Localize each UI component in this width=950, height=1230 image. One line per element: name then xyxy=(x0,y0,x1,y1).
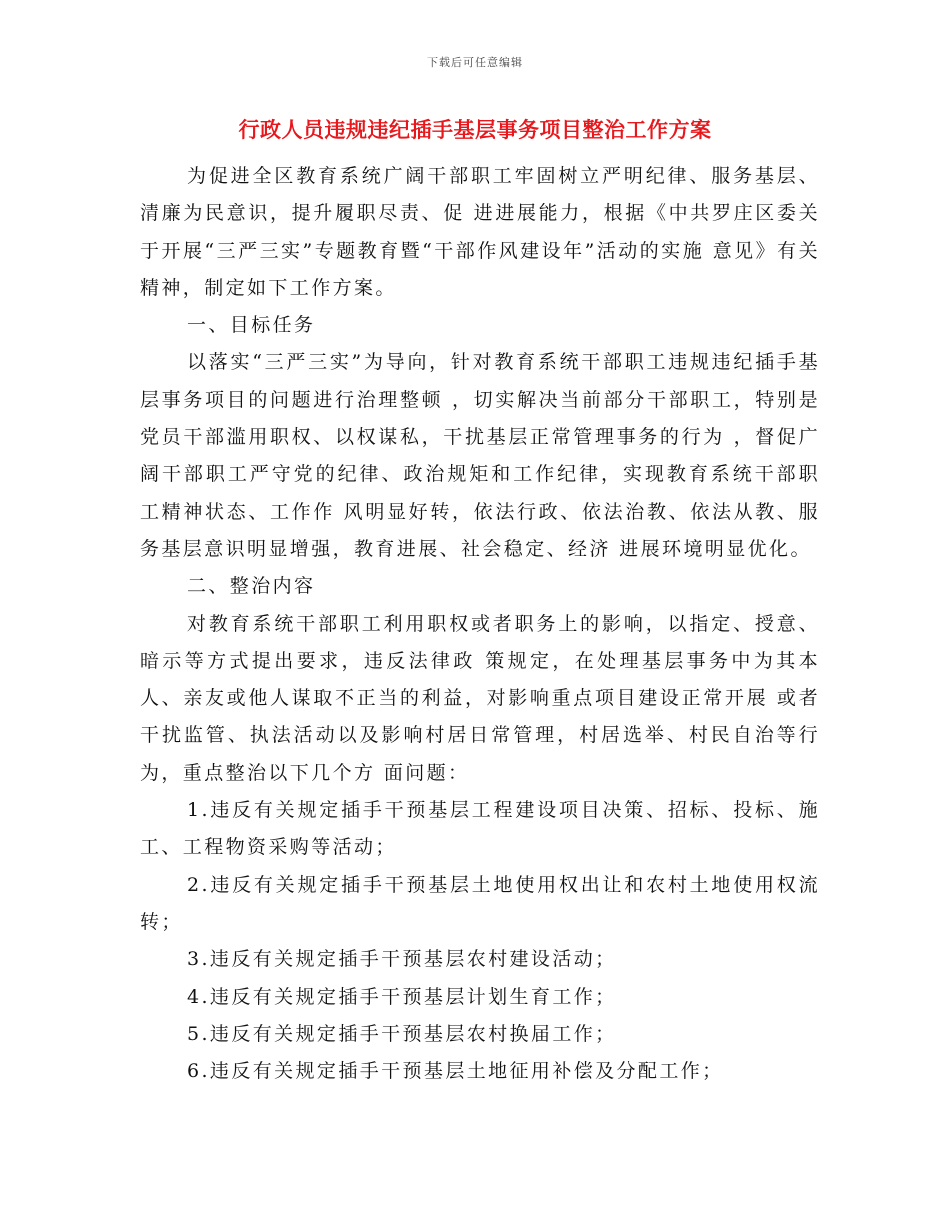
header-note: 下载后可任意编辑 xyxy=(427,56,523,69)
section-heading-goals: 一、目标任务 xyxy=(187,314,316,337)
list-item: 1.违反有关规定插手干预基层工程建设项目决策、招标、投标、施工、工程物资采购等活动； xyxy=(140,799,820,859)
list-item: 3.违反有关规定插手干预基层农村建设活动； xyxy=(187,948,617,971)
list-item: 2.违反有关规定插手干预基层土地使用权出让和农村土地使用权流转； xyxy=(140,873,820,933)
list-item: 5.违反有关规定插手干预基层农村换届工作； xyxy=(187,1022,617,1045)
intro-paragraph: 为促进全区教育系统广阔干部职工牢固树立严明纪律、服务基层、清廉为民意识，提升履职尽责、促 进进展能力，根据《中共罗庄区委关于开展“三严三实”专题教育暨“干部作风建设年”活动的实施 意见》有关精神，制定如下工作方案。 xyxy=(140,165,820,299)
document-body xyxy=(140,158,820,1090)
list-item: 4.违反有关规定插手干预基层计划生育工作； xyxy=(187,985,617,1008)
document-title: 行政人员违规违纪插手基层事务项目整治工作方案 xyxy=(238,117,712,142)
list-item: 6.违反有关规定插手干预基层土地征用补偿及分配工作； xyxy=(187,1060,724,1083)
goals-paragraph: 以落实“三严三实”为导向，针对教育系统干部职工违规违纪插手基层事务项目的问题进行治理整顿 ，切实解决当前部分干部职工，特别是党员干部滥用职权、以权谋私，干扰基层正常管理事务的行为 ，督促广阔干部职工严守党的纪律、政治规矩和工作纪律，实现教育系统干部职工精神状态、工作作 风明显好转，依法行政、依法治教、依法从教、服务基层意识明显增强，教育进展、社会稳定、经济 进展环境明显优化。 xyxy=(140,351,820,560)
content-paragraph: 对教育系统干部职工利用职权或者职务上的影响，以指定、授意、暗示等方式提出要求，违反法律政 策规定，在处理基层事务中为其本人、亲友或他人谋取不正当的利益，对影响重点项目建设正常开展 或者干扰监管、执法活动以及影响村居日常管理，村居选举、村民自治等行为，重点整治以下几个方 面问题： xyxy=(140,612,820,784)
section-heading-content: 二、整治内容 xyxy=(187,575,316,598)
